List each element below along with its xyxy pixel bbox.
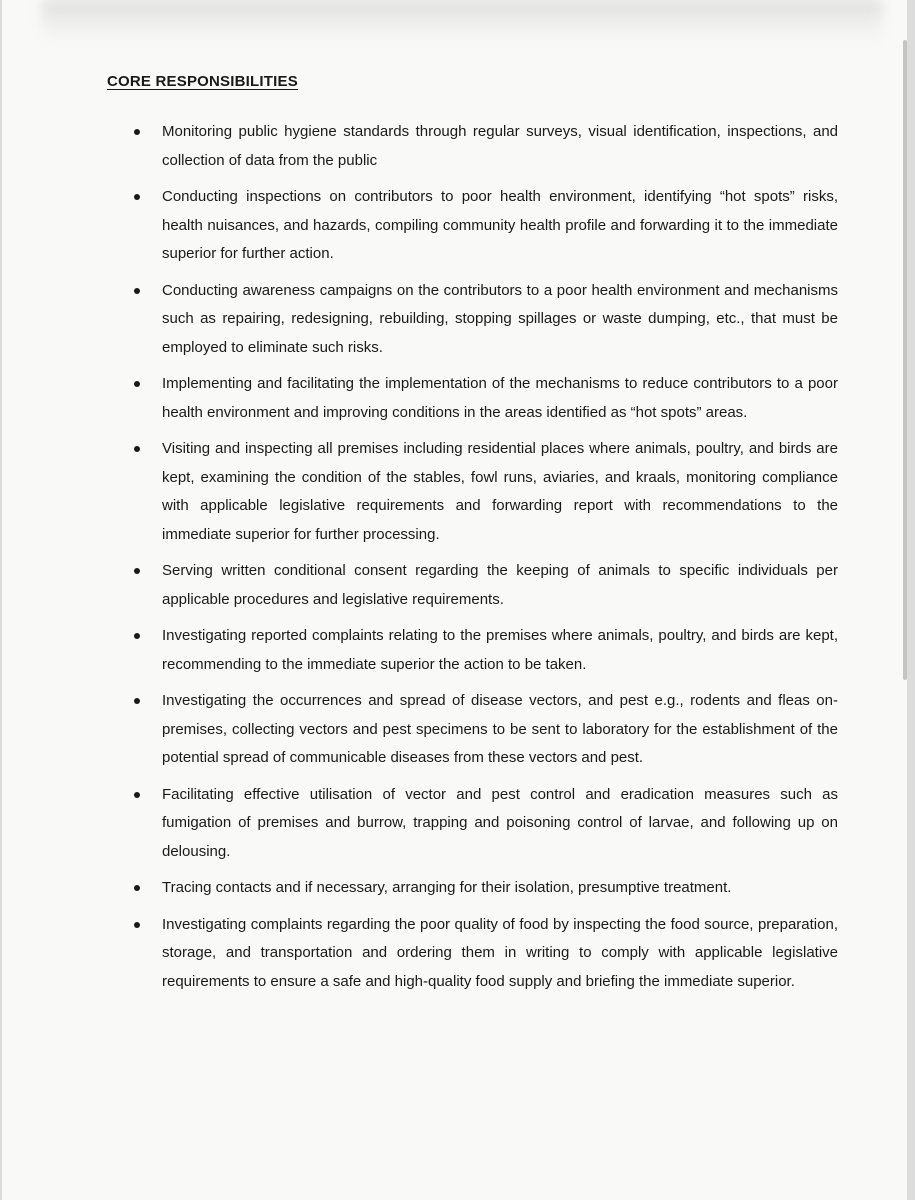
list-item-text: Investigating complaints regarding the poor quality of food by inspecting the food source, preparation, storage, and transportation and ordering them in writing to comply with applicable legislative requirements to ensure a safe and high-quality food supply and briefing the immediate superior. <box>162 915 838 990</box>
document-page <box>2 0 907 1200</box>
list-item-text: Tracing contacts and if necessary, arranging for their isolation, presumptive treatment. <box>162 879 732 896</box>
list-item-text: Visiting and inspecting all premises including residential places where animals, poultry, and birds are kept, examining the condition of the stables, fowl runs, aviaries, and kraals, monitoring compliance with applicable legislative requirements and forwarding report with recommendations to the immediate superior for further processing. <box>162 440 838 543</box>
list-item <box>122 370 838 427</box>
scan-smudge <box>42 0 882 46</box>
bullet-icon <box>134 698 140 704</box>
list-item <box>122 687 838 773</box>
list-item-text: Conducting inspections on contributors to poor health environment, identifying “hot spots” risks, health nuisances, and hazards, compiling community health profile and forwarding it to the immediate superior for further action. <box>162 188 838 262</box>
list-item <box>122 557 838 614</box>
bullet-icon <box>134 381 140 387</box>
list-item <box>122 183 838 269</box>
bullet-icon <box>134 446 140 452</box>
list-item-text: Monitoring public hygiene standards through regular surveys, visual identification, inspections, and collection of data from the public <box>162 123 838 169</box>
list-item <box>122 277 838 363</box>
bullet-icon <box>134 792 140 798</box>
list-item-text: Facilitating effective utilisation of vector and pest control and eradication measures such as fumigation of premises and burrow, trapping and poisoning control of larvae, and following up on delousing. <box>162 785 838 860</box>
section-heading: CORE RESPONSIBILITIES <box>107 73 298 90</box>
list-item-text: Serving written conditional consent regarding the keeping of animals to specific individuals per applicable procedures and legislative requirements. <box>162 562 838 608</box>
responsibilities-list <box>122 118 838 1004</box>
list-item <box>122 874 838 903</box>
list-item <box>122 781 838 867</box>
list-item <box>122 435 838 549</box>
list-item-text: Investigating the occurrences and spread of disease vectors, and pest e.g., rodents and fleas on-premises, collecting vectors and pest specimens to be sent to laboratory for the establishment of the potential spread of communicable diseases from these vectors and pest. <box>162 692 838 766</box>
vertical-scrollbar[interactable] <box>903 40 907 680</box>
bullet-icon <box>134 633 140 639</box>
bullet-icon <box>134 288 140 294</box>
list-item-text: Conducting awareness campaigns on the contributors to a poor health environment and mechanisms such as repairing, redesigning, rebuilding, stopping spillages or waste dumping, etc., that must be employed to eliminate such risks. <box>162 281 838 356</box>
list-item <box>122 622 838 679</box>
list-item-text: Implementing and facilitating the implementation of the mechanisms to reduce contributors to a poor health environment and improving conditions in the areas identified as “hot spots” areas. <box>162 375 838 421</box>
list-item <box>122 911 838 997</box>
list-item-text: Investigating reported complaints relating to the premises where animals, poultry, and birds are kept, recommending to the immediate superior the action to be taken. <box>162 627 838 673</box>
bullet-icon <box>134 194 140 200</box>
bullet-icon <box>134 568 140 574</box>
bullet-icon <box>134 922 140 928</box>
bullet-icon <box>134 885 140 891</box>
list-item <box>122 118 838 175</box>
bullet-icon <box>134 129 140 135</box>
